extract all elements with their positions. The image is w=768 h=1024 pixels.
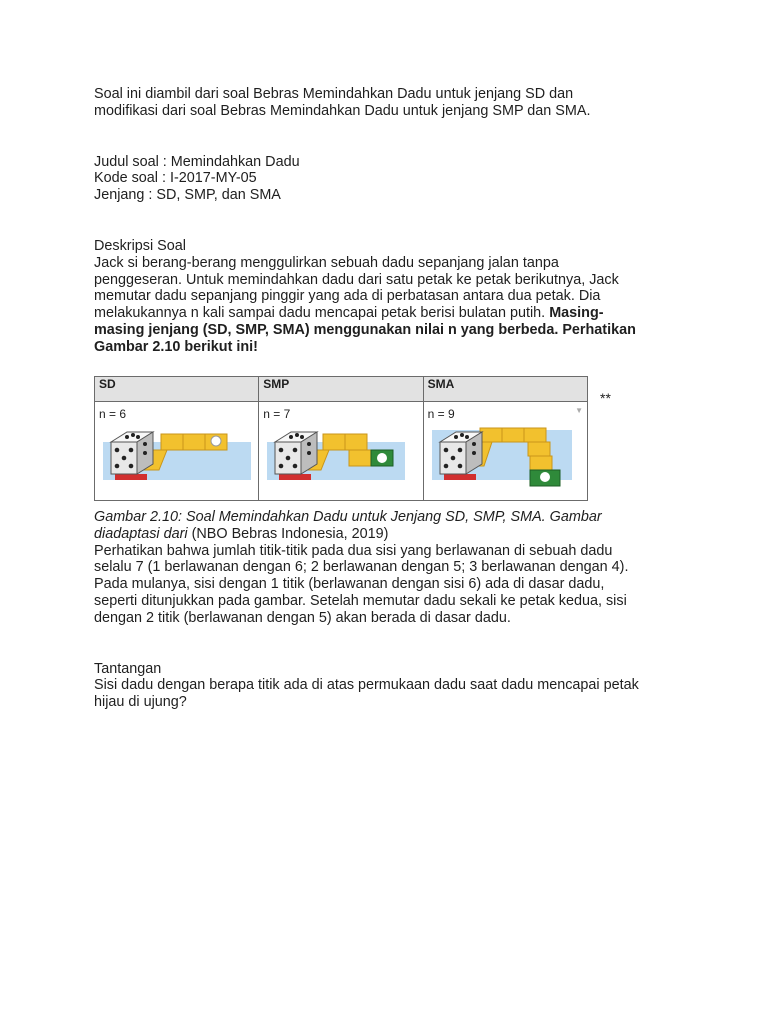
footnote-marker: ** (600, 390, 611, 406)
deskripsi-line-bold: Masing- (549, 305, 604, 322)
deskripsi-bold-line: masing jenjang (SD, SMP, SMA) menggunakan nilai n yang berbeda. Perhatikan (94, 321, 636, 338)
deskripsi-line: memutar dadu sepanjang pinggir yang ada di perbatasan antara dua petak. Dia (94, 288, 601, 305)
document-body (94, 86, 694, 356)
figure-table (94, 376, 588, 501)
tantangan-line: hijau di ujung? (94, 694, 187, 711)
meta-kode: Kode soal : I-2017-MY-05 (94, 170, 257, 187)
deskripsi-line: penggeseran. Untuk memindahkan dadu dari satu petak ke petak berikutnya, Jack (94, 271, 619, 288)
cell-smp (259, 402, 423, 501)
cell-sma (423, 402, 587, 501)
deskripsi-line: Jack si berang-berang menggulirkan sebuah dadu sepanjang jalan tanpa (94, 254, 559, 271)
penjelasan-line: dengan 2 titik (berlawanan dengan 5) akan berada di dasar dadu. (94, 609, 511, 626)
caption-line-2 (94, 526, 694, 543)
deskripsi-line-mixed (94, 305, 694, 322)
deskripsi-bold-line: Gambar 2.10 berikut ini! (94, 338, 258, 355)
meta-jenjang: Jenjang : SD, SMP, dan SMA (94, 187, 281, 204)
tantangan-heading: Tantangan (94, 660, 162, 677)
after-figure-text (94, 509, 694, 711)
intro-line-1: Soal ini diambil dari soal Bebras Memindahkan Dadu untuk jenjang SD dan (94, 86, 574, 102)
chevron-down-icon: ▼ (575, 406, 583, 415)
column-header-sma: SMA (423, 377, 587, 402)
penjelasan-line: seperti ditunjukkan pada gambar. Setelah memutar dadu sekali ke petak kedua, sisi (94, 592, 627, 609)
dice-path-illustration-sma (430, 422, 580, 490)
n-label-smp: n = 7 (263, 407, 291, 421)
column-header-sd: SD (95, 377, 259, 402)
tantangan-line: Sisi dadu dengan berapa titik ada di atas permukaan dadu saat dadu mencapai petak (94, 677, 639, 694)
caption-line-1: Gambar 2.10: Soal Memindahkan Dadu untuk Jenjang SD, SMP, SMA. Gambar (94, 509, 602, 525)
penjelasan-line: Perhatikan bahwa jumlah titik-titik pada dua sisi yang berlawanan di sebuah dadu (94, 542, 613, 559)
figure-2-10 (94, 376, 588, 501)
dice-path-illustration-sd (101, 422, 251, 490)
caption-italic: diadaptasi dari (94, 525, 192, 542)
n-label-sma: n = 9 (427, 407, 455, 421)
cell-sd (95, 402, 259, 501)
penjelasan-line: Pada mulanya, sisi dengan 1 titik (berlawanan dengan sisi 6) ada di dasar dadu, (94, 576, 605, 593)
meta-judul: Judul soal : Memindahkan Dadu (94, 153, 300, 170)
penjelasan-line: selalu 7 (1 berlawanan dengan 6; 2 berlawanan dengan 5; 3 berlawanan dengan 4). (94, 559, 629, 576)
deskripsi-heading: Deskripsi Soal (94, 237, 186, 254)
dice-path-illustration-smp (265, 422, 415, 490)
column-header-smp: SMP (259, 377, 423, 402)
n-label-sd: n = 6 (99, 407, 127, 421)
intro-line-2: modifikasi dari soal Bebras Memindahkan Dadu untuk jenjang SMP dan SMA. (94, 102, 591, 119)
deskripsi-line-normal: melakukannya n kali sampai dadu mencapai petak berisi bulatan putih. (94, 305, 550, 322)
caption-source: (NBO Bebras Indonesia, 2019) (191, 525, 389, 542)
